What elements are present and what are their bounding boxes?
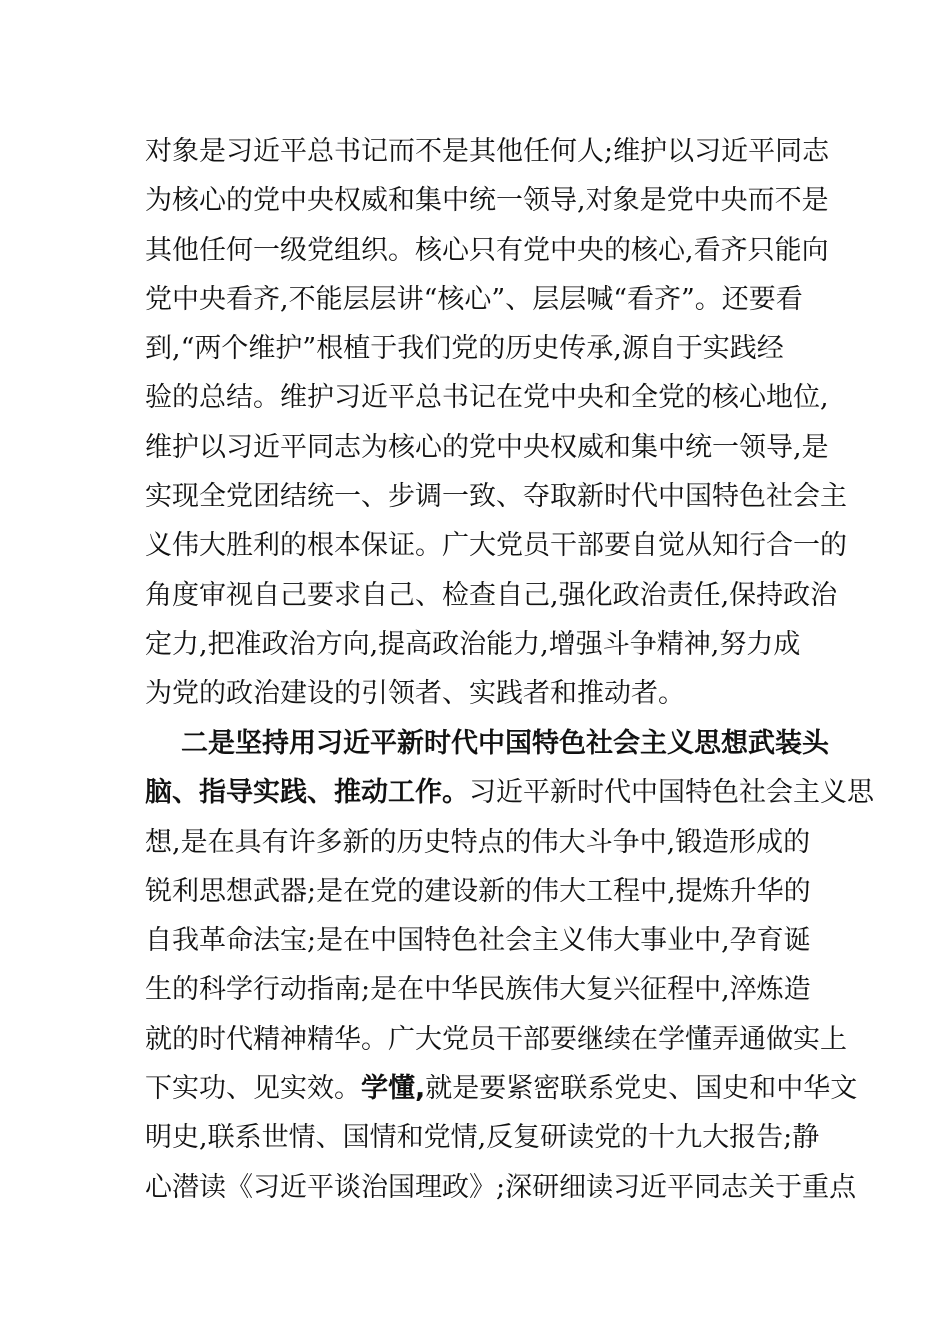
section-heading-end: 脑、指导实践、推动工作。 bbox=[145, 777, 469, 809]
paragraph-line: 其他任何一级党组织。核心只有党中央的核心,看齐只能向 bbox=[145, 234, 829, 266]
paragraph-line: 为党的政治建设的引领者、实践者和推动者。 bbox=[145, 678, 685, 710]
section-heading: 二是坚持用习近平新时代中国特色社会主义思想武装头 bbox=[181, 728, 829, 759]
paragraph-line: 实现全党团结统一、步调一致、夺取新时代中国特色社会主 bbox=[145, 481, 847, 513]
paragraph-line: 明史,联系世情、国情和党情,反复研读党的十九大报告;静 bbox=[145, 1122, 820, 1154]
paragraph-2 bbox=[145, 719, 874, 1212]
paragraph-line: 维护以习近平同志为核心的党中央权威和集中统一领导,是 bbox=[145, 431, 829, 463]
paragraph-line: 角度审视自己要求自己、检查自己,强化政治责任,保持政治 bbox=[145, 579, 838, 611]
paragraph-line: 想,是在具有许多新的历史特点的伟大斗争中,锻造形成的 bbox=[145, 826, 811, 858]
paragraph-line: 为核心的党中央权威和集中统一领导,对象是党中央而不是 bbox=[145, 185, 829, 217]
paragraph-line: 自我革命法宝;是在中国特色社会主义伟大事业中,孕育诞 bbox=[145, 925, 811, 957]
paragraph-line: 生的科学行动指南;是在中华民族伟大复兴征程中,淬炼造 bbox=[145, 974, 811, 1006]
paragraph-line: 到,“两个维护”根植于我们党的历史传承,源自于实践经 bbox=[145, 333, 784, 365]
paragraph-line: 验的总结。维护习近平总书记在党中央和全党的核心地位, bbox=[145, 382, 829, 414]
paragraph-text: 就是要紧密联系党史、国史和中华文 bbox=[425, 1073, 858, 1105]
paragraph-heading-line bbox=[145, 719, 829, 768]
paragraph-text: 习近平新时代中国特色社会主义思 bbox=[469, 777, 874, 809]
paragraph-line: 锐利思想武器;是在党的建设新的伟大工程中,提炼升华的 bbox=[145, 875, 811, 907]
paragraph-line: 党中央看齐,不能层层讲“核心”、层层喊“看齐”。还要看 bbox=[145, 283, 803, 315]
paragraph-line: 就的时代精神精华。广大党员干部要继续在学懂弄通做实上 bbox=[145, 1023, 847, 1055]
paragraph-line: 义伟大胜利的根本保证。广大党员干部要自觉从知行合一的 bbox=[145, 530, 847, 562]
paragraph-text: 下实功、见实效。 bbox=[145, 1073, 361, 1105]
paragraph-line: 对象是习近平总书记而不是其他任何人;维护以习近平同志 bbox=[145, 136, 830, 167]
paragraph-line bbox=[145, 768, 874, 817]
paragraph-1 bbox=[145, 127, 847, 719]
paragraph-line: 定力,把准政治方向,提高政治能力,增强斗争精神,努力成 bbox=[145, 628, 801, 660]
paragraph-line: 心潜读《习近平谈治国理政》;深研细读习近平同志关于重点 bbox=[145, 1171, 857, 1203]
keyword-bold: 学懂, bbox=[361, 1073, 426, 1105]
paragraph-line bbox=[145, 1064, 858, 1113]
